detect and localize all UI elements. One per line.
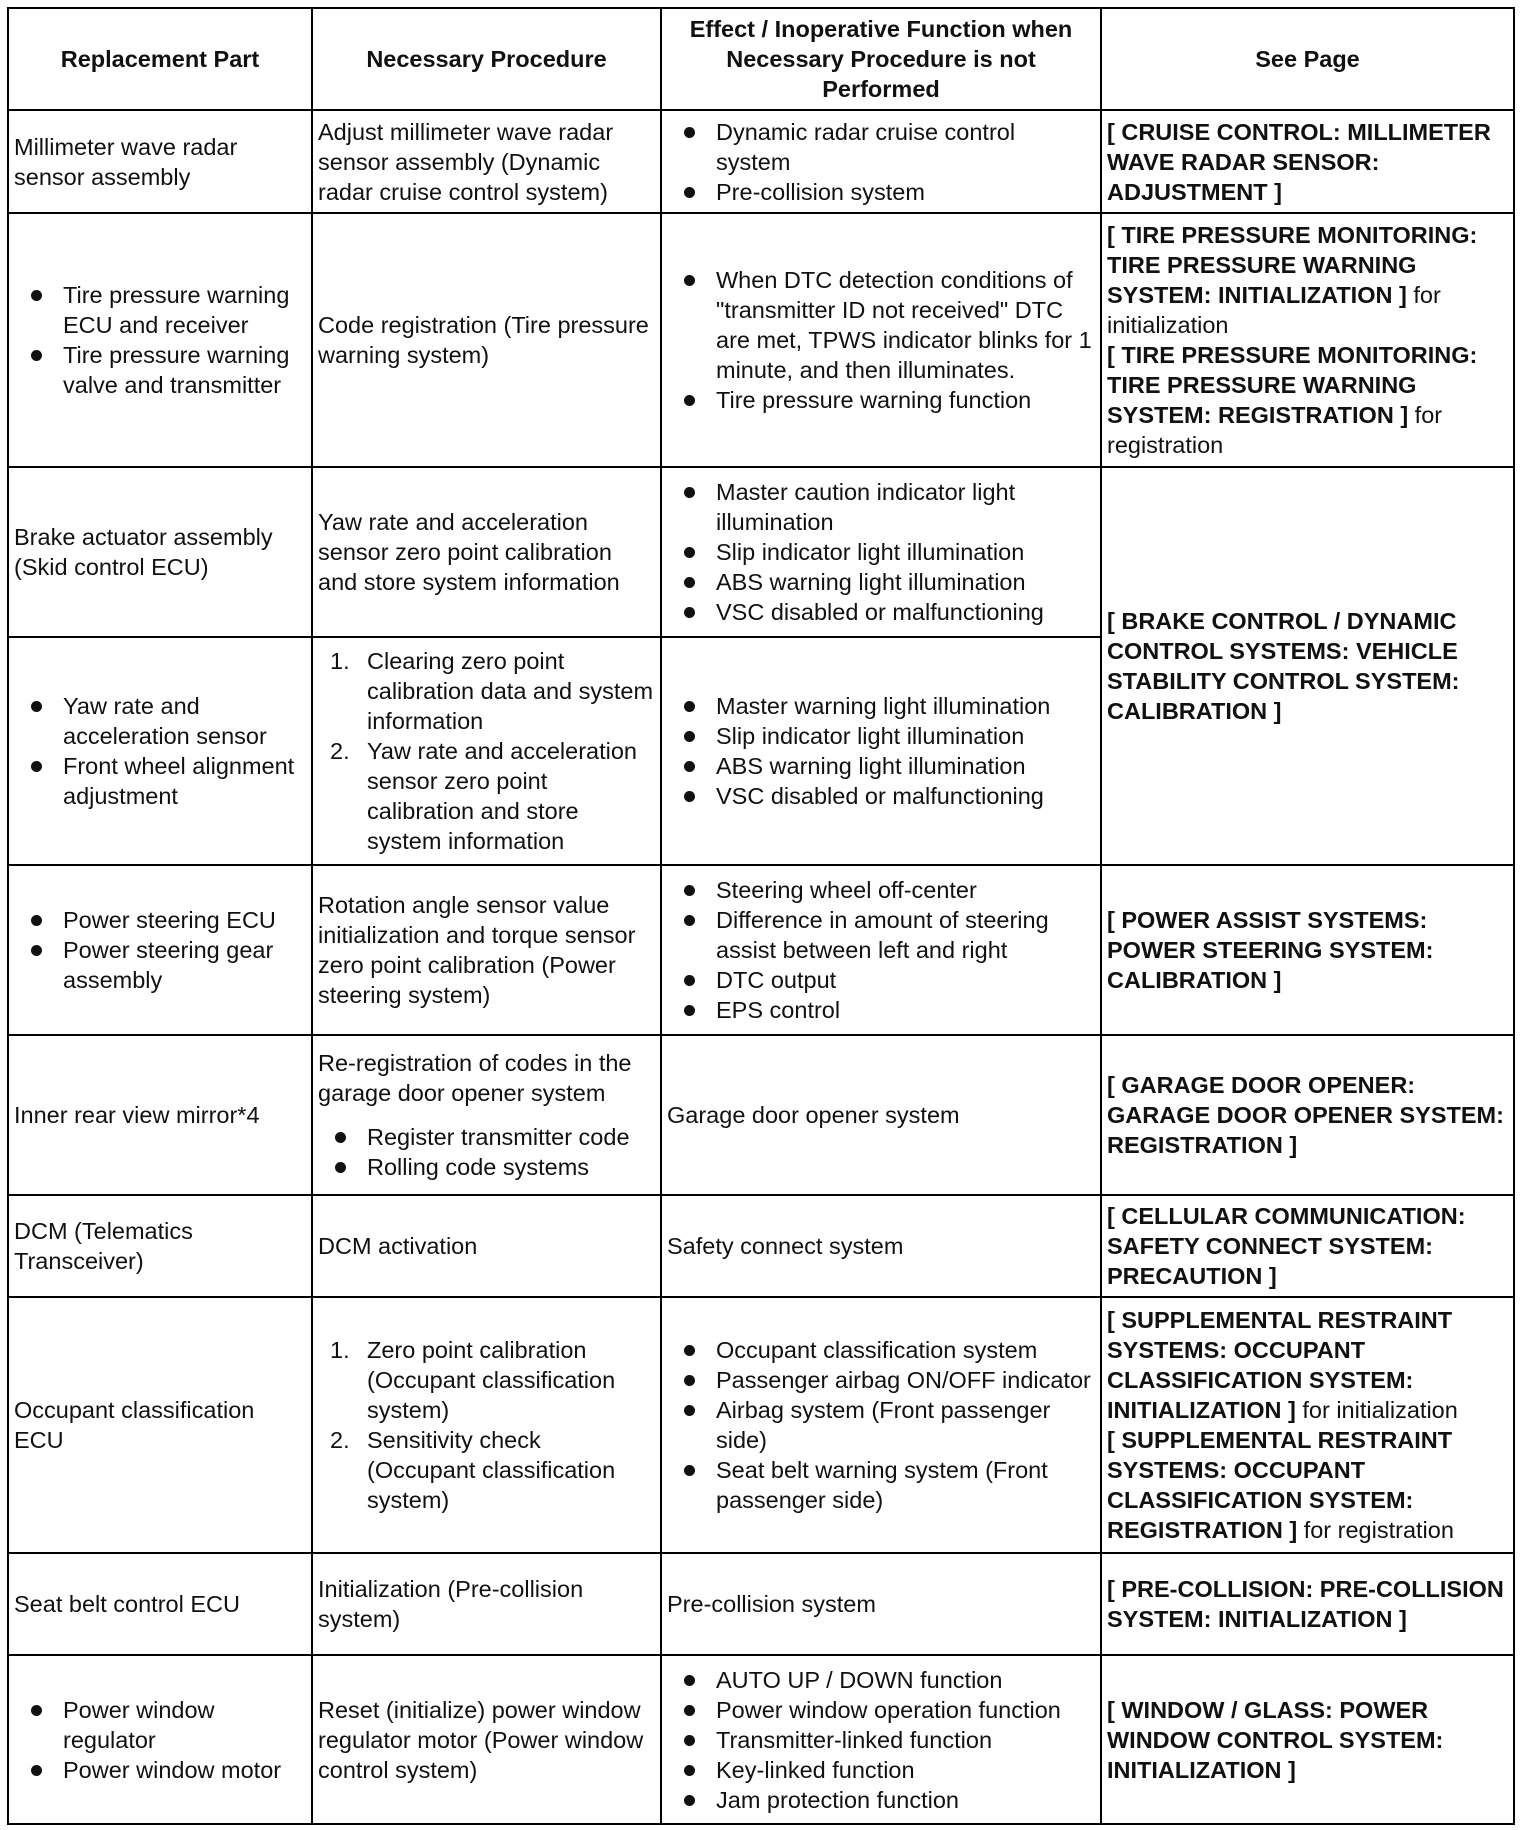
effect-cell bbox=[661, 1297, 1101, 1553]
effect-cell bbox=[661, 865, 1101, 1035]
see-page-cell[interactable] bbox=[1101, 1655, 1514, 1824]
header-see-page: See Page bbox=[1101, 8, 1514, 110]
effect-cell bbox=[661, 1655, 1101, 1824]
effect-cell: Safety connect system bbox=[661, 1195, 1101, 1297]
effect-item: Tire pressure warning function bbox=[716, 385, 1095, 415]
procedure-cell: Rotation angle sensor value initialization and torque sensor zero point calibration (Power steering system) bbox=[312, 865, 661, 1035]
effect-item: Master caution indicator light illumination bbox=[716, 477, 1095, 537]
effect-item: ABS warning light illumination bbox=[716, 751, 1095, 781]
effect-item: AUTO UP / DOWN function bbox=[716, 1665, 1095, 1695]
effect-item: Slip indicator light illumination bbox=[716, 537, 1095, 567]
procedure-cell: DCM activation bbox=[312, 1195, 661, 1297]
part-item: Power steering ECU bbox=[63, 905, 306, 935]
procedure-cell: Initialization (Pre-collision system) bbox=[312, 1553, 661, 1655]
effect-item: ABS warning light illumination bbox=[716, 567, 1095, 597]
header-effect: Effect / Inoperative Function when Necessary Procedure is not Performed bbox=[661, 8, 1101, 110]
effect-item: Slip indicator light illumination bbox=[716, 721, 1095, 751]
table-row bbox=[8, 865, 1514, 1035]
reference-link[interactable]: [ BRAKE CONTROL / DYNAMIC CONTROL SYSTEMS: VEHICLE STABILITY CONTROL SYSTEM: CALIBRATION ] bbox=[1107, 608, 1460, 724]
replacement-part-cell bbox=[8, 637, 312, 865]
replacement-part-cell: Occupant classification ECU bbox=[8, 1297, 312, 1553]
part-item: Front wheel alignment adjustment bbox=[63, 751, 306, 811]
table-row bbox=[8, 467, 1514, 637]
effect-item: Seat belt warning system (Front passenger side) bbox=[716, 1455, 1095, 1515]
see-page-cell[interactable] bbox=[1101, 865, 1514, 1035]
table-row bbox=[8, 1297, 1514, 1553]
part-item: Power window regulator bbox=[63, 1695, 306, 1755]
reference-link[interactable]: [ PRE-COLLISION: PRE-COLLISION SYSTEM: INITIALIZATION ] bbox=[1107, 1576, 1504, 1632]
see-page-cell[interactable] bbox=[1101, 110, 1514, 213]
effect-item: Key-linked function bbox=[716, 1755, 1095, 1785]
effect-item: Transmitter-linked function bbox=[716, 1725, 1095, 1755]
replacement-part-cell: DCM (Telematics Transceiver) bbox=[8, 1195, 312, 1297]
procedure-step: 2. Yaw rate and acceleration sensor zero point calibration and store system information bbox=[330, 738, 637, 854]
effect-item: Jam protection function bbox=[716, 1785, 1095, 1815]
table-row bbox=[8, 213, 1514, 467]
effect-item: Difference in amount of steering assist between left and right bbox=[716, 905, 1095, 965]
procedure-cell bbox=[312, 637, 661, 865]
procedure-cell: Code registration (Tire pressure warning system) bbox=[312, 213, 661, 467]
effect-item: Steering wheel off-center bbox=[716, 875, 1095, 905]
part-item: Power window motor bbox=[63, 1755, 306, 1785]
effect-item: Pre-collision system bbox=[716, 177, 1095, 207]
effect-item: Power window operation function bbox=[716, 1695, 1095, 1725]
effect-cell bbox=[661, 213, 1101, 467]
replacement-part-cell: Inner rear view mirror*4 bbox=[8, 1035, 312, 1195]
header-replacement-part: Replacement Part bbox=[8, 8, 312, 110]
effect-cell bbox=[661, 110, 1101, 213]
procedure-item: Register transmitter code bbox=[367, 1122, 655, 1152]
reference-link[interactable]: [ POWER ASSIST SYSTEMS: POWER STEERING SYSTEM: CALIBRATION ] bbox=[1107, 907, 1434, 993]
see-page-cell[interactable] bbox=[1101, 1035, 1514, 1195]
effect-item: When DTC detection conditions of "transmitter ID not received" DTC are met, TPWS indicator blinks for 1 minute, and then illuminates. bbox=[716, 265, 1095, 385]
replacement-procedure-table bbox=[7, 7, 1515, 1825]
part-item: Power steering gear assembly bbox=[63, 935, 306, 995]
part-item: Tire pressure warning valve and transmitter bbox=[63, 340, 306, 400]
procedure-item: Rolling code systems bbox=[367, 1152, 655, 1182]
reference-link[interactable]: [ SUPPLEMENTAL RESTRAINT SYSTEMS: OCCUPANT CLASSIFICATION SYSTEM: REGISTRATION ] bbox=[1107, 1427, 1453, 1543]
see-page-cell[interactable] bbox=[1101, 467, 1514, 865]
procedure-table-container bbox=[7, 7, 1513, 1823]
procedure-cell: Yaw rate and acceleration sensor zero point calibration and store system information bbox=[312, 467, 661, 637]
procedure-step: 1. Zero point calibration (Occupant classification system) bbox=[330, 1337, 616, 1423]
replacement-part-cell bbox=[8, 213, 312, 467]
effect-item: EPS control bbox=[716, 995, 1095, 1025]
procedure-cell: Adjust millimeter wave radar sensor assembly (Dynamic radar cruise control system) bbox=[312, 110, 661, 213]
effect-item: VSC disabled or malfunctioning bbox=[716, 597, 1095, 627]
see-page-cell[interactable]: [ TIRE PRESSURE MONITORING: TIRE PRESSURE WARNING SYSTEM: INITIALIZATION ] for initialization [ TIRE PRESSURE MONITORING: TIRE PRESSURE WARNING SYSTEM: REGISTRATION ] for registration bbox=[1101, 213, 1514, 467]
effect-item: DTC output bbox=[716, 965, 1095, 995]
see-page-cell[interactable] bbox=[1101, 1553, 1514, 1655]
replacement-part-cell: Millimeter wave radar sensor assembly bbox=[8, 110, 312, 213]
effect-cell bbox=[661, 637, 1101, 865]
procedure-cell bbox=[312, 1035, 661, 1195]
effect-cell: Garage door opener system bbox=[661, 1035, 1101, 1195]
effect-item: VSC disabled or malfunctioning bbox=[716, 781, 1095, 811]
procedure-cell: Reset (initialize) power window regulator motor (Power window control system) bbox=[312, 1655, 661, 1824]
effect-cell: Pre-collision system bbox=[661, 1553, 1101, 1655]
header-row bbox=[8, 8, 1514, 110]
effect-item: Dynamic radar cruise control system bbox=[716, 117, 1095, 177]
replacement-part-cell: Seat belt control ECU bbox=[8, 1553, 312, 1655]
effect-item: Passenger airbag ON/OFF indicator bbox=[716, 1365, 1095, 1395]
reference-link[interactable]: [ WINDOW / GLASS: POWER WINDOW CONTROL SYSTEM: INITIALIZATION ] bbox=[1107, 1696, 1444, 1783]
table-row bbox=[8, 110, 1514, 213]
reference-link[interactable]: [ SUPPLEMENTAL RESTRAINT SYSTEMS: OCCUPANT CLASSIFICATION SYSTEM: INITIALIZATION ] bbox=[1107, 1307, 1453, 1423]
see-page-cell[interactable] bbox=[1101, 1195, 1514, 1297]
header-necessary-procedure: Necessary Procedure bbox=[312, 8, 661, 110]
reference-link[interactable]: [ GARAGE DOOR OPENER: GARAGE DOOR OPENER SYSTEM: REGISTRATION ] bbox=[1107, 1072, 1504, 1158]
procedure-step: 2. Sensitivity check (Occupant classification system) bbox=[330, 1427, 616, 1513]
effect-cell bbox=[661, 467, 1101, 637]
procedure-cell bbox=[312, 1297, 661, 1553]
see-page-cell[interactable]: [ SUPPLEMENTAL RESTRAINT SYSTEMS: OCCUPANT CLASSIFICATION SYSTEM: INITIALIZATION ] for initialization [ SUPPLEMENTAL RESTRAINT SYSTEMS: OCCUPANT CLASSIFICATION SYSTEM: REGISTRATION ] for registration bbox=[1101, 1297, 1514, 1553]
table-row bbox=[8, 1035, 1514, 1195]
reference-link[interactable]: [ CELLULAR COMMUNICATION: SAFETY CONNECT SYSTEM: PRECAUTION ] bbox=[1107, 1203, 1466, 1289]
effect-item: Airbag system (Front passenger side) bbox=[716, 1395, 1095, 1455]
reference-link[interactable]: [ CRUISE CONTROL: MILLIMETER WAVE RADAR SENSOR: ADJUSTMENT ] bbox=[1107, 118, 1491, 205]
replacement-part-cell bbox=[8, 1655, 312, 1824]
part-item: Tire pressure warning ECU and receiver bbox=[63, 280, 306, 340]
effect-item: Occupant classification system bbox=[716, 1335, 1095, 1365]
replacement-part-cell: Brake actuator assembly (Skid control ECU) bbox=[8, 467, 312, 637]
reference-link[interactable]: [ TIRE PRESSURE MONITORING: TIRE PRESSURE WARNING SYSTEM: INITIALIZATION ] bbox=[1107, 222, 1478, 308]
table-row bbox=[8, 1553, 1514, 1655]
effect-item: Master warning light illumination bbox=[716, 691, 1095, 721]
table-row bbox=[8, 1195, 1514, 1297]
procedure-step: 1. Clearing zero point calibration data and system information bbox=[330, 648, 654, 734]
table-row bbox=[8, 1655, 1514, 1824]
procedure-text: Re-registration of codes in the garage door opener system bbox=[318, 1050, 632, 1106]
replacement-part-cell bbox=[8, 865, 312, 1035]
reference-link[interactable]: [ TIRE PRESSURE MONITORING: TIRE PRESSURE WARNING SYSTEM: REGISTRATION ] bbox=[1107, 342, 1478, 428]
part-item: Yaw rate and acceleration sensor bbox=[63, 691, 306, 751]
